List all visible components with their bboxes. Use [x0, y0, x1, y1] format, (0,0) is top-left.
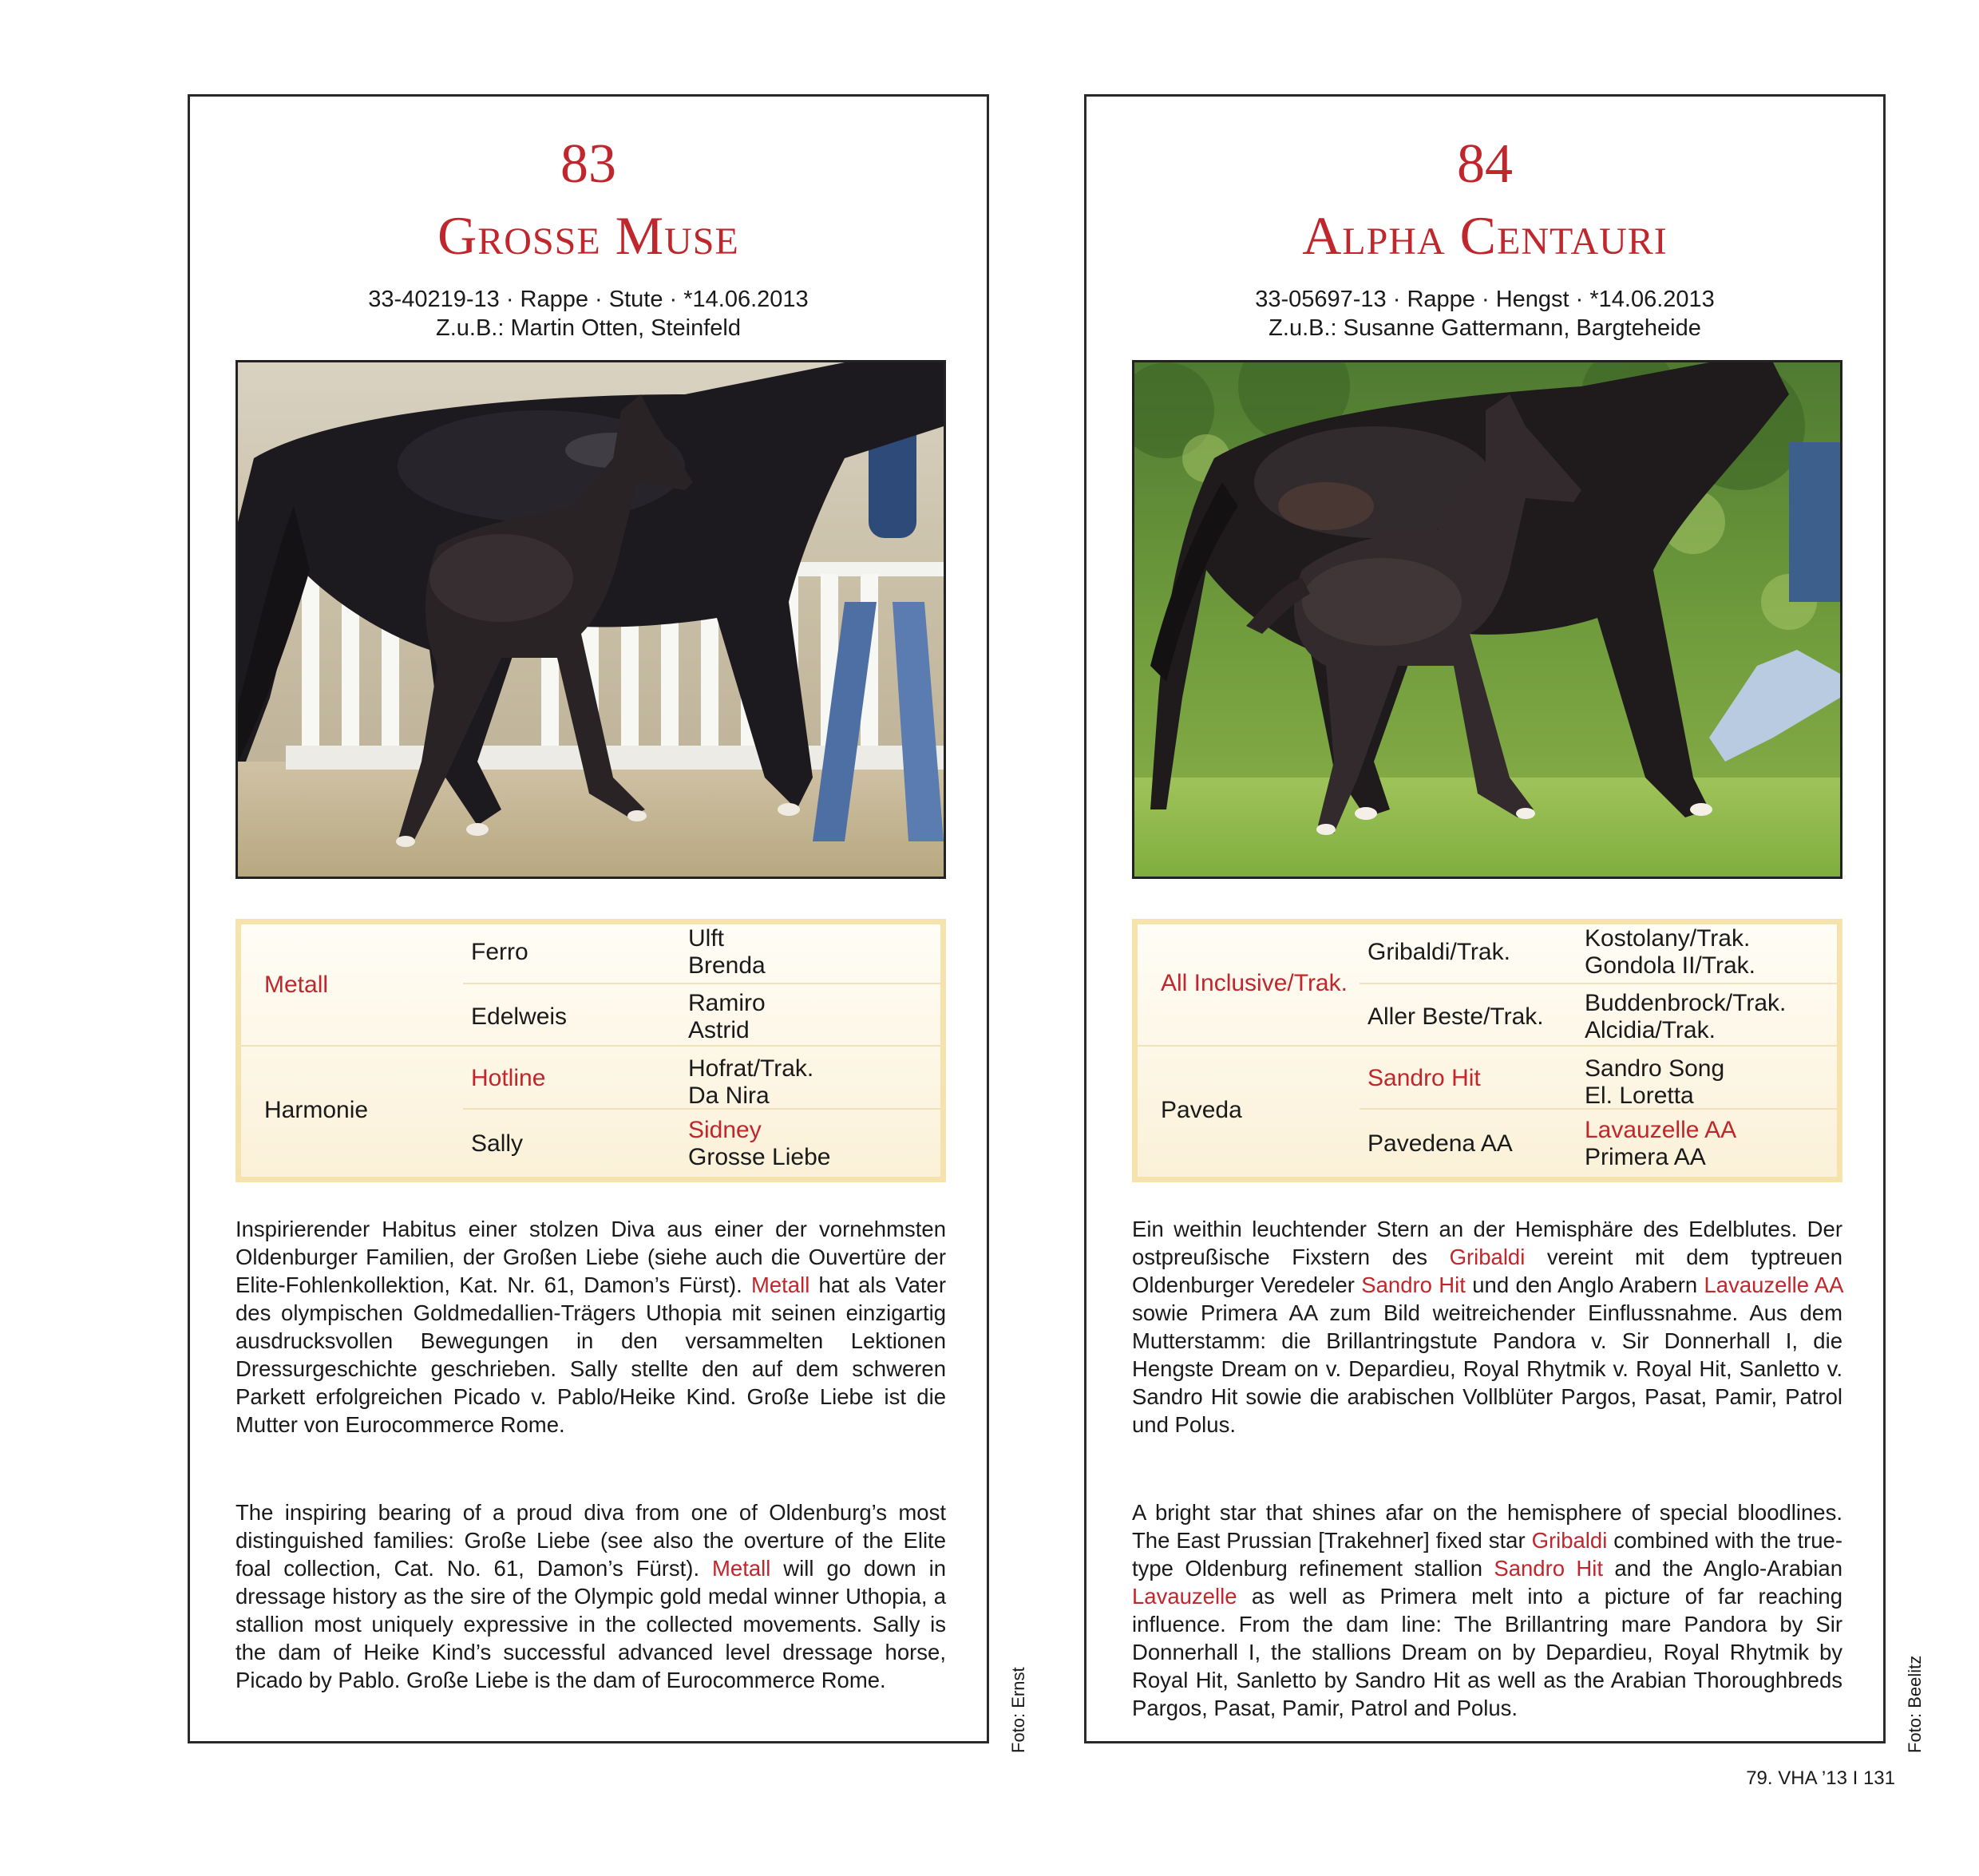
pedigree-gen2: Sandro Hit	[1367, 1065, 1481, 1091]
pedigree-gen2: Ferro	[471, 939, 528, 965]
description-german: Inspirierender Habitus einer stolzen Diva aus einer der vornehmsten Oldenburger Familien, der Großen Liebe (siehe auch die Ouvertüre der Elite-Fohlenkollektion, Kat. Nr. 61, Damon’s Fürst). Metall hat als Vater des olympischen Goldmedallien-Trägers Uthopia mit seinen einzigartig ausdrucksvollen Bewegungen in den versammelten Lektionen Dressurgeschichte geschrieben. Sally stellte den auf dem schweren Parkett erfolgreichen Picado v. Pablo/Heike Kind. Große Liebe ist die Mutter von Eurocommerce Rome.	[236, 1217, 946, 1437]
pedigree-gen3: Da Nira	[688, 1082, 770, 1109]
horse-name: Grosse Muse	[437, 205, 739, 266]
description-german: Ein weithin leuchtender Stern an der Hemisphäre des Edelblutes. Der ostpreußische Fixstern des Gribaldi vereint mit dem typtreuen Oldenburger Veredeler Sandro Hit und den Anglo Arabern Lavauzelle AA sowie Primera AA zum Bild weitreichender Einflussnahme. Aus dem Mutterstamm: die Brillantringstute Pandora v. Sir Donnerhall I, die Hengste Dream on v. Depardieu, Royal Rhytmik v. Royal Hit, Sanletto v. Sandro Hit sowie die arabischen Vollblüter Pargos, Pasat, Pamir, Patrol und Polus.	[1132, 1217, 1842, 1437]
horse-photo	[1132, 360, 1842, 879]
pedigree-table	[1132, 919, 1842, 1182]
pedigree-gen2: Edelweis	[471, 1003, 568, 1030]
pedigree-gen3: Lavauzelle AA	[1585, 1117, 1737, 1143]
pedigree-gen3: Grosse Liebe	[688, 1144, 831, 1170]
horse-registration: 33-05697-13 · Rappe · Hengst · *14.06.2013	[1255, 287, 1715, 312]
lot-number: 84	[1457, 133, 1513, 195]
pedigree-gen3: Astrid	[688, 1017, 750, 1043]
pedigree-gen3: Kostolany/Trak.	[1585, 925, 1751, 952]
mare-and-foal-image	[238, 362, 944, 877]
lot-number: 83	[560, 133, 616, 195]
catalog-entry-83	[188, 94, 989, 1743]
pedigree-gen2: Gribaldi/Trak.	[1367, 939, 1510, 965]
pedigree-gen2: Pavedena AA	[1367, 1130, 1513, 1157]
description-english: The inspiring bearing of a proud diva from one of Oldenburg’s most distinguished families: Große Liebe (see also the overture of the Elite foal collection, Cat. No. 61, Damon’s Fürst). Metall will go down in dressage history as the sire of the Olympic gold medal winner Uthopia, a stallion most uniquely expressive in the collected movements. Sally is the dam of Heike Kind’s successful advanced level dressage horse, Picado by Pablo. Große Liebe is the dam of Eurocommerce Rome.	[236, 1500, 946, 1692]
horse-photo	[236, 360, 946, 879]
pedigree-sire: All Inclusive/Trak.	[1161, 970, 1348, 996]
pedigree-gen3: Hofrat/Trak.	[688, 1055, 814, 1082]
breeder-info: Z.u.B.: Susanne Gattermann, Bargteheide	[1269, 315, 1701, 341]
pedigree-dam: Harmonie	[264, 1097, 369, 1123]
horse-name: Alpha Centauri	[1302, 205, 1668, 266]
pedigree-gen3: Ramiro	[688, 990, 766, 1016]
pedigree-sire: Metall	[264, 972, 329, 998]
pedigree-table	[236, 919, 946, 1182]
description-english: A bright star that shines afar on the hemisphere of special bloodlines. The East Prussian [Trakehner] fixed star Gribaldi combined with the true-type Oldenburg refinement stallion Sandro Hit and the Anglo-Arabian Lavauzelle as well as Primera melt into a picture of far reaching influence. From the dam line: The Brillantring mare Pandora by Sir Donnerhall I, the stallions Dream on by Depardieu, Royal Rhytmik by Royal Hit, Sanletto by Sandro Hit as well as the Arabian Thoroughbreds Pargos, Pasat, Pamir, Patrol and Polus.	[1132, 1500, 1842, 1720]
pedigree-gen3: Primera AA	[1585, 1144, 1706, 1170]
catalog-entry-84	[1084, 94, 1886, 1743]
horse-registration: 33-40219-13 · Rappe · Stute · *14.06.2013	[368, 287, 809, 312]
photo-credit: Foto: Ernst	[1008, 1667, 1028, 1753]
pedigree-gen3: Gondola II/Trak.	[1585, 952, 1755, 979]
pedigree-gen2: Hotline	[471, 1065, 546, 1091]
pedigree-gen2: Sally	[471, 1130, 524, 1157]
pedigree-gen3: Ulft	[688, 925, 724, 952]
mare-and-foal-image	[1134, 362, 1840, 877]
pedigree-gen2: Aller Beste/Trak.	[1367, 1003, 1544, 1030]
pedigree-gen3: Buddenbrock/Trak.	[1585, 990, 1787, 1016]
page-footer: 79. VHA ’13 I 131	[1746, 1767, 1895, 1789]
breeder-info: Z.u.B.: Martin Otten, Steinfeld	[436, 315, 741, 341]
photo-credit: Foto: Beelitz	[1905, 1655, 1925, 1753]
pedigree-gen3: Sandro Song	[1585, 1055, 1725, 1082]
pedigree-gen3: Alcidia/Trak.	[1585, 1017, 1716, 1043]
pedigree-gen3: Brenda	[688, 952, 766, 979]
pedigree-gen3: El. Loretta	[1585, 1082, 1694, 1109]
pedigree-dam: Paveda	[1161, 1097, 1242, 1123]
pedigree-gen3: Sidney	[688, 1117, 762, 1143]
